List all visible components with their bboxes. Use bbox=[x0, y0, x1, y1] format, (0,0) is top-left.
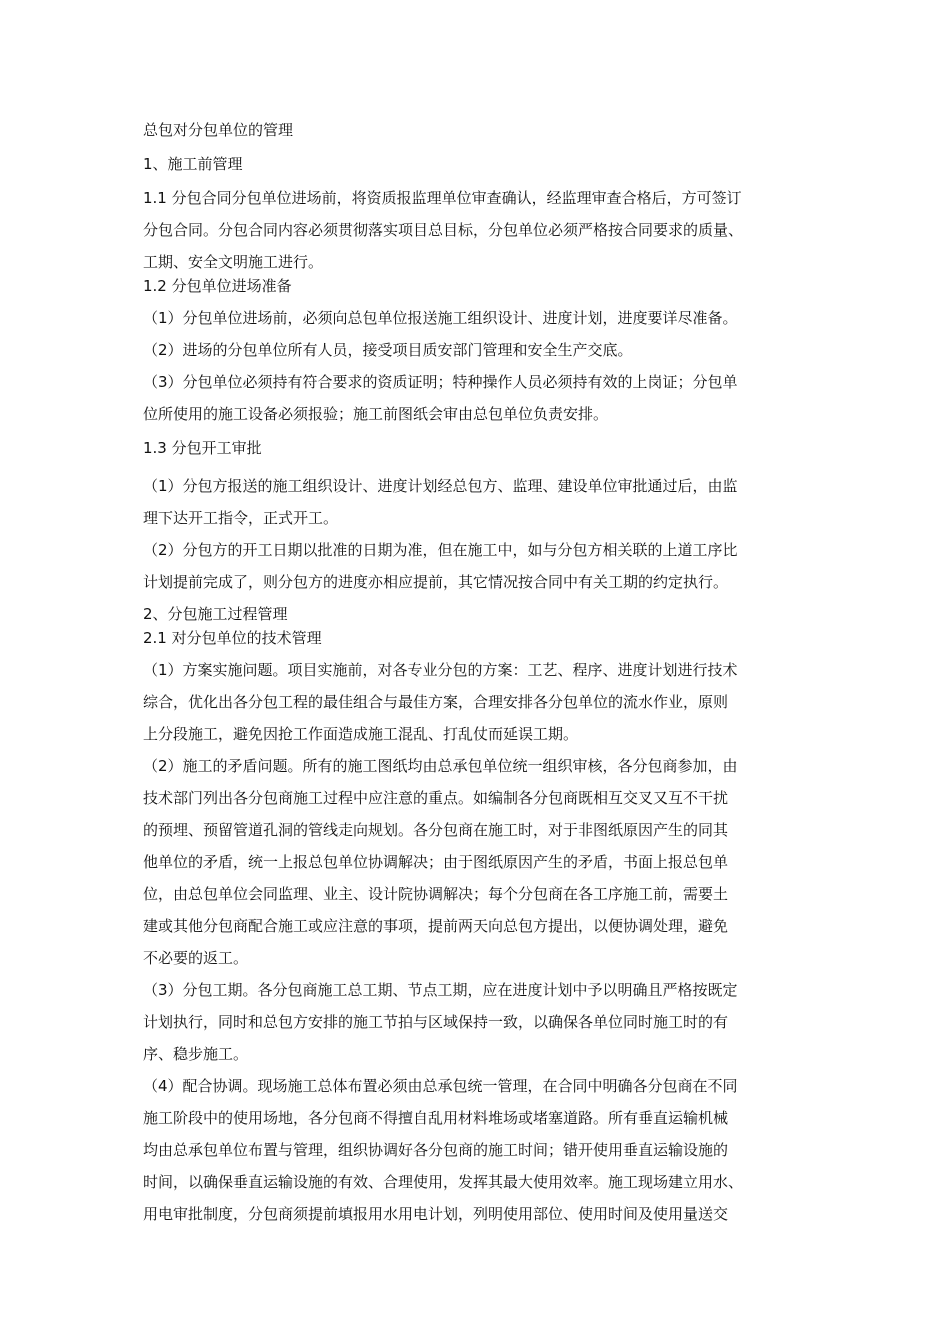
paragraph-line: 他单位的矛盾，统一上报总包单位协调解决；由于图纸原因产生的矛盾，书面上报总包单 bbox=[143, 853, 729, 871]
paragraph-line: （4）配合协调。现场施工总体布置必须由总承包统一管理，在合同中明确各分包商在不同 bbox=[143, 1077, 738, 1095]
paragraph-line: （1）方案实施问题。项目实施前，对各专业分包的方案：工艺、程序、进度计划进行技术 bbox=[143, 661, 738, 679]
paragraph-line: （2）施工的矛盾问题。所有的施工图纸均由总承包单位统一组织审核，各分包商参加，由 bbox=[143, 757, 738, 775]
paragraph-line: 施工阶段中的使用场地，各分包商不得擅自乱用材料堆场或堵塞道路。所有垂直运输机械 bbox=[143, 1109, 729, 1127]
paragraph-line: 分包合同。分包合同内容必须贯彻落实项目总目标，分包单位必须严格按合同要求的质量、 bbox=[143, 221, 744, 239]
paragraph-line: 建或其他分包商配合施工或应注意的事项，提前两天向总包方提出，以便协调处理，避免 bbox=[143, 917, 729, 935]
paragraph-line: 位所使用的施工设备必须报验；施工前图纸会审由总包单位负责安排。 bbox=[143, 405, 609, 423]
subsection-heading: 1.2 分包单位进场准备 bbox=[143, 277, 292, 295]
paragraph-line: 不必要的返工。 bbox=[143, 949, 249, 967]
paragraph-line: 理下达开工指令，正式开工。 bbox=[143, 509, 339, 527]
paragraph-line: 工期、安全文明施工进行。 bbox=[143, 253, 324, 271]
paragraph-line: 上分段施工，避免因抢工作面造成施工混乱、打乱仗而延误工期。 bbox=[143, 725, 579, 743]
paragraph-line: 的预埋、预留管道孔洞的管线走向规划。各分包商在施工时，对于非图纸原因产生的同其 bbox=[143, 821, 729, 839]
section-heading: 1、施工前管理 bbox=[143, 155, 243, 173]
subsection-heading: 2.1 对分包单位的技术管理 bbox=[143, 629, 322, 647]
paragraph-line: 计划执行，同时和总包方安排的施工节拍与区域保持一致，以确保各单位同时施工时的有 bbox=[143, 1013, 729, 1031]
paragraph-line: （1）分包单位进场前，必须向总包单位报送施工组织设计、进度计划，进度要详尽准备。 bbox=[143, 309, 738, 327]
paragraph-line: 位，由总包单位会同监理、业主、设计院协调解决；每个分包商在各工序施工前，需要土 bbox=[143, 885, 729, 903]
paragraph-line: 综合，优化出各分包工程的最佳组合与最佳方案，合理安排各分包单位的流水作业，原则 bbox=[143, 693, 729, 711]
paragraph-line: （2）进场的分包单位所有人员，接受项目质安部门管理和安全生产交底。 bbox=[143, 341, 633, 359]
section-heading: 2、分包施工过程管理 bbox=[143, 605, 288, 623]
paragraph-line: 计划提前完成了，则分包方的进度亦相应提前，其它情况按合同中有关工期的约定执行。 bbox=[143, 573, 729, 591]
paragraph-line: （3）分包工期。各分包商施工总工期、节点工期，应在进度计划中予以明确且严格按既定 bbox=[143, 981, 738, 999]
paragraph-line: 序、稳步施工。 bbox=[143, 1045, 249, 1063]
paragraph-line: 技术部门列出各分包商施工过程中应注意的重点。如编制各分包商既相互交叉又互不干扰 bbox=[143, 789, 729, 807]
paragraph-line: （2）分包方的开工日期以批准的日期为准，但在施工中，如与分包方相关联的上道工序比 bbox=[143, 541, 738, 559]
paragraph-line: 均由总承包单位布置与管理，组织协调好各分包商的施工时间；错开使用垂直运输设施的 bbox=[143, 1141, 729, 1159]
paragraph-line: 用电审批制度，分包商须提前填报用水用电计划，列明使用部位、使用时间及使用量送交 bbox=[143, 1205, 729, 1223]
subsection-heading: 1.3 分包开工审批 bbox=[143, 439, 262, 457]
document-page bbox=[143, 118, 823, 1226]
document-title: 总包对分包单位的管理 bbox=[143, 121, 294, 139]
paragraph-line: 时间，以确保垂直运输设施的有效、合理使用，发挥其最大使用效率。施工现场建立用水、 bbox=[143, 1173, 744, 1191]
paragraph-line: （1）分包方报送的施工组织设计、进度计划经总包方、监理、建设单位审批通过后，由监 bbox=[143, 477, 738, 495]
paragraph-line: （3）分包单位必须持有符合要求的资质证明；特种操作人员必须持有效的上岗证；分包单 bbox=[143, 373, 738, 391]
paragraph-line: 1.1 分包合同分包单位进场前，将资质报监理单位审查确认，经监理审查合格后，方可签订 bbox=[143, 189, 742, 207]
